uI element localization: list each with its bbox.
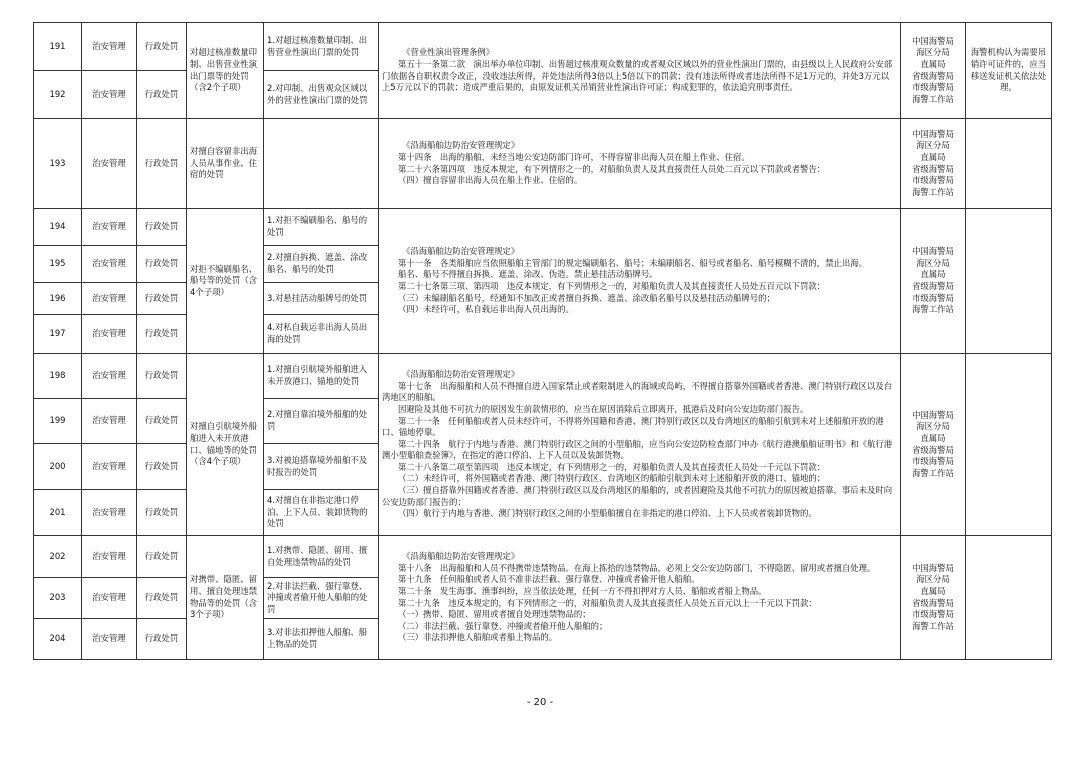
- enforcement-subject: 市级海警局: [912, 175, 954, 186]
- regulation-clause: （四）航行于内地与香港、澳门特别行政区之间的小型船舶擅自在非指定的港口停泊、上下人员或者装卸货物的。: [398, 508, 817, 519]
- enforcement-subject: 海警工作站: [912, 467, 954, 478]
- enforcement-subject: 中国海警局: [912, 35, 954, 46]
- regulation-title: 《沿海船舶边防治安管理规定》: [402, 551, 520, 562]
- enforcement-subject: 海警工作站: [912, 304, 954, 315]
- item-number: 200: [34, 444, 82, 490]
- regulation-clause: 第二十七条第三项、第四项 违反本规定，有下列情形之一的，对船舶负责人及其直接责任人员处五百元以下罚款：: [398, 281, 826, 291]
- note-cell: [966, 119, 1052, 209]
- page-number: - 20 -: [526, 697, 554, 708]
- sub-item-cell: 2.对擅自拆换、遮盖、涂改船名、船号的处罚: [264, 246, 379, 283]
- category-cell: 治安管理: [82, 354, 137, 399]
- penalty-type-cell: 行政处罚: [137, 619, 187, 660]
- legal-basis-cell: [379, 209, 901, 354]
- sub-item-cell: 2.对擅自靠泊境外船舶的处罚: [264, 399, 379, 444]
- enforcement-subject-cell: [901, 536, 966, 660]
- note-cell: [966, 536, 1052, 660]
- item-number: 196: [34, 283, 82, 315]
- item-number: 198: [34, 354, 82, 399]
- sub-item-cell: [264, 119, 379, 209]
- category-cell: 治安管理: [82, 119, 137, 209]
- category-cell: 治安管理: [82, 490, 137, 536]
- regulation-clause: （四）擅自容留非出海人员在船上作业、住宿的。: [398, 175, 583, 186]
- regulation-clause: 第十八条 出海船舶和人员不得携带违禁物品。在海上拣拾的违禁物品，必须上交公安边防部门，不得隐匿、留用或者擅自处理。: [398, 562, 876, 573]
- enforcement-subject: 省级海警局: [912, 70, 954, 81]
- category-cell: 治安管理: [82, 315, 137, 354]
- item-number: 192: [34, 71, 82, 119]
- sub-item-cell: 1.对携带、隐匿、留用、擅自处理违禁物品的处罚: [264, 536, 379, 578]
- penalty-type-cell: 行政处罚: [137, 71, 187, 119]
- item-number: 202: [34, 536, 82, 578]
- enforcement-subject: 海区分局: [916, 574, 950, 585]
- item-number: 194: [34, 209, 82, 246]
- table-row: [34, 536, 1052, 578]
- enforcement-subject: 海区分局: [916, 140, 950, 151]
- enforcement-subject: 中国海警局: [912, 409, 954, 420]
- enforcement-subject: 直属局: [920, 269, 946, 280]
- enforcement-subject: 中国海警局: [912, 128, 954, 139]
- regulation-title: 《沿海船舶边防治安管理规定》: [402, 369, 520, 380]
- regulation-title: 《沿海船舶边防治安管理规定》: [402, 140, 520, 151]
- sub-item-cell: 4.对擅自在非指定港口停泊、上下人员、装卸货物的处罚: [264, 490, 379, 536]
- item-number: 204: [34, 619, 82, 660]
- legal-basis-cell: [379, 23, 901, 119]
- regulation-clause: 第二十一条 任何船舶或者人员未经许可，不得将外国籍和香港、澳门特别行政区以及台湾地区的船舶引航到未对上述船舶开放的港口、锚地停靠。: [382, 415, 884, 438]
- sub-item-cell: 1.对拒不编刷船名、船号的处罚: [264, 209, 379, 246]
- sub-item-cell: 1.对超过核准数量印制、出售营业性演出门票的处罚: [264, 23, 379, 71]
- note-cell: 海警机构认为需要吊销许可证件的，应当移送发证机关依法处理。: [966, 23, 1052, 119]
- sub-item-cell: 3.对悬挂活动船牌号的处罚: [264, 283, 379, 315]
- legal-basis-cell: [379, 119, 901, 209]
- regulation-clause: （三）非法扣押他人船舶或者船上物品的。: [398, 632, 558, 643]
- enforcement-subject: 省级海警局: [912, 163, 954, 174]
- regulation-title: 《沿海船舶边防治安管理规定》: [402, 246, 520, 257]
- note-cell: [966, 209, 1052, 354]
- enforcement-subject: 直属局: [920, 432, 946, 443]
- enforcement-subject: 直属局: [920, 151, 946, 162]
- item-name-cell: 对携带、隐匿、留用、擅自处理违禁物品等的处罚（含3个子项）: [187, 536, 264, 660]
- enforcement-subject: 省级海警局: [912, 281, 954, 291]
- enforcement-subject: 省级海警局: [912, 444, 954, 455]
- item-number: 199: [34, 399, 82, 444]
- category-cell: 治安管理: [82, 399, 137, 444]
- item-number: 201: [34, 490, 82, 536]
- sub-item-cell: 3.对非法扣押他人船舶、船上物品的处罚: [264, 619, 379, 660]
- item-number: 193: [34, 119, 82, 209]
- regulation-clause: 第十四条 出海的船舶，未经当地公安边防部门许可，不得容留非出海人员在船上作业、住宿。: [398, 151, 750, 162]
- enforcement-subject: 市级海警局: [912, 82, 954, 93]
- enforcement-subject: 海警工作站: [912, 620, 954, 631]
- regulation-clause: 第二十条 发生海事、渔事纠纷，应当依法处理，任何一方不得扣押对方人员、船舶或者船上物品。: [398, 585, 767, 596]
- regulation-clause: （四）未经许可，私自载运非出海人员出海的。: [398, 304, 574, 315]
- sub-item-cell: 1.对擅自引航境外船舶进入未开放港口、锚地的处罚: [264, 354, 379, 399]
- legal-basis-cell: [379, 536, 901, 660]
- regulation-clause: 第二十四条 航行于内地与香港、澳门特别行政区之间的小型船舶，应当向公安边防检查部门申办《航行港澳船舶证明书》和《航行港澳小型船舶查验簿》，在指定的港口停泊、上下人员以及装卸货物。: [382, 438, 893, 461]
- table-row: [34, 354, 1052, 399]
- table-row: [34, 119, 1052, 209]
- item-name-cell: 对擅自引航境外船舶进入未开放港口、锚地等的处罚（含4个子项）: [187, 354, 264, 536]
- penalty-type-cell: 行政处罚: [137, 490, 187, 536]
- regulation-clause: 船名、船号不得擅自拆换、遮盖、涂改、伪造。禁止悬挂活动船牌号。: [398, 269, 658, 280]
- penalty-type-cell: 行政处罚: [137, 23, 187, 71]
- regulation-title: 《营业性演出管理条例》: [402, 47, 495, 58]
- category-cell: 治安管理: [82, 23, 137, 71]
- penalty-type-cell: 行政处罚: [137, 578, 187, 619]
- enforcement-subject: 市级海警局: [912, 609, 954, 620]
- regulation-clause: 第五十一条第二款 演出举办单位印制、出售超过核准观众数量的或者观众区域以外的营业性演出门票的，由县级以上人民政府公安部门依据各自职权责令改正，没收违法所得，并处违法所得3倍以上5倍以下的罚款；没有违法所得或者违法所得不足1万元的，并处3万元以上5万元以下的罚款；造成严重后果的，由原发证机关吊销营业性演出许可证；构成犯罪的，依法追究刑事责任。: [382, 58, 893, 93]
- penalty-type-cell: 行政处罚: [137, 354, 187, 399]
- enforcement-subject: 海警工作站: [912, 186, 954, 197]
- penalty-type-cell: 行政处罚: [137, 315, 187, 354]
- enforcement-subject: 直属局: [920, 585, 946, 596]
- enforcement-subject: 市级海警局: [912, 456, 954, 467]
- table-row: [34, 209, 1052, 246]
- note-cell: [966, 354, 1052, 536]
- category-cell: 治安管理: [82, 246, 137, 283]
- penalty-type-cell: 行政处罚: [137, 536, 187, 578]
- category-cell: 治安管理: [82, 536, 137, 578]
- enforcement-subject: 海警工作站: [912, 93, 954, 104]
- enforcement-subject-cell: [901, 119, 966, 209]
- sub-item-cell: 2.对印制、出售观众区域以外的营业性演出门票的处罚: [264, 71, 379, 119]
- item-name-cell: 对拒不编刷船名、船号等的处罚（含4个子项）: [187, 209, 264, 354]
- enforcement-subject: 省级海警局: [912, 597, 954, 608]
- regulation-clause: （一）携带、隐匿、留用或者擅自处理违禁物品的；: [398, 609, 591, 620]
- regulation-clause: （二）未经许可，将外国籍或者香港、澳门特别行政区、台湾地区的船舶引航到未对上述船舶开放的港口、锚地的；: [398, 473, 826, 484]
- category-cell: 治安管理: [82, 444, 137, 490]
- regulation-clause: 因避险及其他不可抗力的原因发生前款情形的，应当在原因消除后立即离开，抵港后及时向公安边防部门报告。: [398, 403, 809, 414]
- enforcement-subject-cell: [901, 354, 966, 536]
- penalty-table: [33, 22, 1052, 660]
- regulation-clause: （二）非法拦截、强行靠登、冲撞或者偷开他人船舶的；: [398, 620, 608, 631]
- item-name-cell: 对擅自容留非出海人员从事作业、住宿的处罚: [187, 119, 264, 209]
- penalty-type-cell: 行政处罚: [137, 283, 187, 315]
- legal-basis-cell: [379, 354, 901, 536]
- item-number: 195: [34, 246, 82, 283]
- sub-item-cell: 4.对私自载运非出海人员出海的处罚: [264, 315, 379, 354]
- regulation-clause: （三）擅自搭靠外国籍或者香港、澳门特别行政区以及台湾地区的船舶的，或者因避险及其他不可抗力的原因被迫搭靠，事后未及时向公安边防部门报告的；: [382, 485, 893, 507]
- category-cell: 治安管理: [82, 71, 137, 119]
- penalty-type-cell: 行政处罚: [137, 209, 187, 246]
- regulation-clause: 第十一条 各类船舶应当依照船舶主管部门的规定编刷船名、船号；未编刷船名、船号或者船名、船号模糊不清的，禁止出海。: [398, 257, 867, 268]
- enforcement-subject: 海区分局: [916, 257, 950, 268]
- sub-item-cell: 2.对非法拦截、强行靠登、冲撞或者偷开他人船舶的处罚: [264, 578, 379, 619]
- category-cell: 治安管理: [82, 619, 137, 660]
- enforcement-subject-cell: [901, 23, 966, 119]
- item-name-cell: 对超过核准数量印制、出售营业性演出门票等的处罚（含2个子项）: [187, 23, 264, 119]
- penalty-type-cell: 行政处罚: [137, 119, 187, 209]
- penalty-type-cell: 行政处罚: [137, 246, 187, 283]
- sub-item-cell: 3.对被迫搭靠境外船舶不及时报告的处罚: [264, 444, 379, 490]
- enforcement-subject-cell: [901, 209, 966, 354]
- enforcement-subject: 中国海警局: [912, 246, 954, 257]
- enforcement-subject: 海区分局: [916, 421, 950, 432]
- regulation-clause: （三）未编刷船名船号，经通知不加改正或者擅自拆换、遮盖、涂改船名船号以及悬挂活动船牌号的；: [398, 292, 775, 303]
- enforcement-subject: 中国海警局: [912, 562, 954, 573]
- regulation-clause: 第十九条 任何船舶或者人员不准非法拦截、强行靠登、冲撞或者偷开他人船舶。: [398, 574, 700, 585]
- regulation-clause: 第二十八条第二项至第四项 违反本规定，有下列情形之一的，对船舶负责人及其直接责任人员处一千元以下罚款：: [398, 461, 826, 472]
- enforcement-subject: 直属局: [920, 58, 946, 69]
- category-cell: 治安管理: [82, 283, 137, 315]
- penalty-type-cell: 行政处罚: [137, 444, 187, 490]
- item-number: 197: [34, 315, 82, 354]
- penalty-type-cell: 行政处罚: [137, 399, 187, 444]
- regulation-clause: 第二十九条 违反本规定的，有下列情形之一的，对船舶负责人及其直接责任人员处五百元以上一千元以下罚款：: [398, 597, 817, 608]
- enforcement-subject: 海区分局: [916, 47, 950, 58]
- table-row: [34, 23, 1052, 71]
- enforcement-subject: 市级海警局: [912, 292, 954, 303]
- regulation-clause: 第二十六条第四项 违反本规定，有下列情形之一的，对船舶负责人及其直接责任人员处二百元以下罚款或者警告：: [398, 163, 826, 174]
- regulation-clause: 第十七条 出海船舶和人员不得擅自进入国家禁止或者限制进入的海域或岛屿，不得擅自搭靠外国籍或者香港、澳门特别行政区以及台湾地区的船舶。: [382, 380, 893, 403]
- table-body: [34, 23, 1052, 660]
- item-number: 203: [34, 578, 82, 619]
- category-cell: 治安管理: [82, 209, 137, 246]
- category-cell: 治安管理: [82, 578, 137, 619]
- item-number: 191: [34, 23, 82, 71]
